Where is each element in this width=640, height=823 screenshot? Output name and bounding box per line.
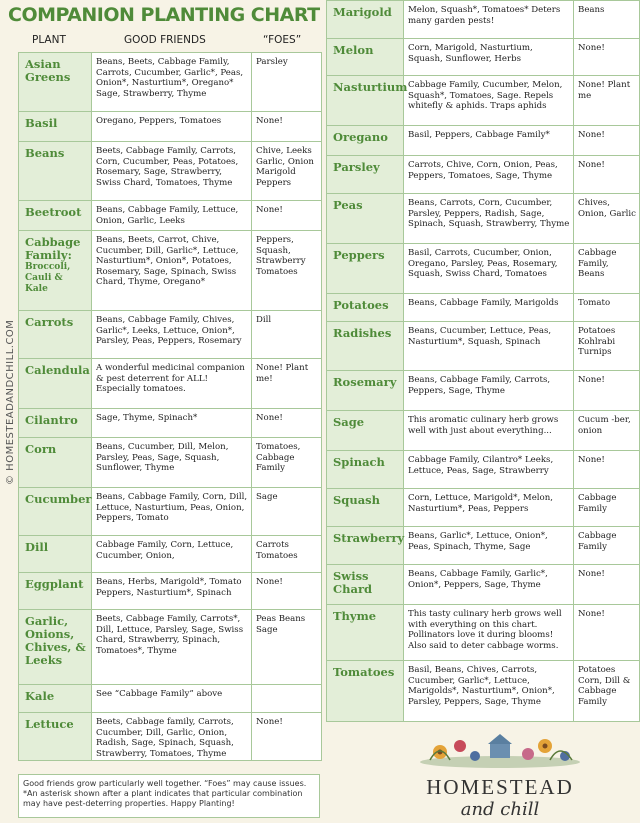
plant-name: Spinach [327,451,404,489]
table-row [19,311,322,359]
good-friends-cell: Beans, Cabbage Family, Marigolds [404,294,574,322]
good-friends-cell: Beans, Cabbage Family, Chives, Garlic*, Leeks, Lettuce, Onion*, Parsley, Peas, Peppers, Rosemary [92,311,252,359]
foes-cell: Cabbage Family [574,527,640,565]
good-friends-cell: Beets, Cabbage Family, Carrots*, Dill, Lettuce, Parsley, Sage, Swiss Chard, Strawberry, Spinach, Tomatoes*, Thyme [92,610,252,685]
good-friends-cell: Sage, Thyme, Spinach* [92,409,252,438]
foes-cell: Carrots Tomatoes [252,536,322,573]
table-row [19,142,322,201]
foes-cell: None! [252,713,322,761]
good-friends-cell: Beans, Cucumber, Dill, Melon, Parsley, Peas, Sage, Squash, Sunflower, Thyme [92,438,252,488]
plant-name: Cilantro [19,409,92,438]
foes-cell: None! [574,565,640,605]
plant-name: Sage [327,411,404,451]
table-row [19,201,322,231]
header-foes: “FOES” [263,34,302,46]
foes-cell [252,685,322,713]
left-chart-table [18,52,322,761]
logo-line2: and chill [460,799,540,820]
table-row [19,713,322,761]
good-friends-cell: Beans, Cabbage Family, Carrots, Peppers, Sage, Thyme [404,371,574,411]
table-row [19,53,322,112]
table-row [327,39,640,76]
good-friends-cell: This tasty culinary herb grows well with everything on this chart. Pollinators love it during blooms! Also said to deter cabbage worms. [404,605,574,661]
good-friends-cell: Basil, Beans, Chives, Carrots, Cucumber, Garlic*, Lettuce, Marigolds*, Nasturtium*, Onion*, Parsley, Peppers, Sage, Thyme [404,661,574,722]
foes-cell: Cabbage Family [574,489,640,527]
good-friends-cell: Beans, Beets, Cabbage Family, Carrots, Cucumber, Garlic*, Peas, Onion*, Nasturtium*, Oregano* Sage, Strawberry, Thyme [92,53,252,112]
table-row [327,489,640,527]
table-row [327,76,640,126]
good-friends-cell: Beans, Cabbage Family, Garlic*, Onion*, Peppers, Sage, Thyme [404,565,574,605]
table-row [327,371,640,411]
good-friends-cell: Beans, Cucumber, Lettuce, Peas, Nasturtium*, Squash, Spinach [404,322,574,371]
foes-cell: None! [252,573,322,610]
good-friends-cell: Beans, Beets, Carrot, Chive, Cucumber, Dill, Garlic*, Lettuce, Nasturtium*, Onion*, Potatoes, Rosemary, Sage, Spinach, Swiss Chard, Thyme, Oregano* [92,231,252,311]
plant-name: Swiss Chard [327,565,404,605]
foes-cell: Peas Beans Sage [252,610,322,685]
plant-name: Eggplant [19,573,92,610]
table-row [327,661,640,722]
table-row [19,573,322,610]
foes-cell: None! [252,409,322,438]
right-chart-table [326,0,640,722]
plant-name: Asian Greens [19,53,92,112]
table-row [19,409,322,438]
logo-line1: HOMESTEAD [426,775,574,799]
table-row [19,112,322,142]
good-friends-cell: Cabbage Family, Cucumber, Melon, Squash*, Tomatoes, Sage. Repels whitefly & aphids. Traps aphids [404,76,574,126]
foes-cell: Chive, Leeks Garlic, Onion Marigold Peppers [252,142,322,201]
footer-note: Good friends grow particularly well together. “Foes” may cause issues. *An asterisk shown after a plant indicates that particular combination may have pest-deterring properties. Happy Planting! [18,774,320,818]
table-row [19,488,322,536]
foes-cell: None! [574,156,640,194]
plant-subtitle: Broccoli, Cauli & Kale [25,262,71,294]
plant-name: Corn [19,438,92,488]
good-friends-cell: Oregano, Peppers, Tomatoes [92,112,252,142]
foes-cell: Cucum -ber, onion [574,411,640,451]
page-title: COMPANION PLANTING CHART [8,4,320,26]
good-friends-cell: Beans, Cabbage Family, Lettuce, Onion, Garlic, Leeks [92,201,252,231]
flowers-house-icon [420,734,580,768]
plant-name: Cabbage Family: Broccoli, Cauli & Kale [19,231,92,311]
plant-name: Melon [327,39,404,76]
table-row [19,438,322,488]
foes-cell: None! [574,605,640,661]
table-row [327,451,640,489]
column-headers [20,34,322,50]
good-friends-cell: Cabbage Family, Cilantro* Leeks, Lettuce, Peas, Sage, Strawberry [404,451,574,489]
table-row [327,411,640,451]
header-good-friends: GOOD FRIENDS [124,34,206,46]
table-row [327,527,640,565]
table-row [19,610,322,685]
good-friends-cell: Corn, Lettuce, Marigold*, Melon, Nasturtium*, Peas, Peppers [404,489,574,527]
plant-name: Lettuce [19,713,92,761]
table-row [327,1,640,39]
good-friends-cell: Beets, Cabbage family, Carrots, Cucumber, Dill, Garlic, Onion, Radish, Sage, Spinach, Squash, Strawberry, Tomatoes, Thyme [92,713,252,761]
header-plant: PLANT [32,34,66,46]
plant-name: Calendula [19,359,92,409]
foes-cell: Beans [574,1,640,39]
table-row [327,605,640,661]
plant-name: Radishes [327,322,404,371]
plant-name: Strawberry [327,527,404,565]
table-row [327,156,640,194]
plant-name: Peppers [327,244,404,294]
copyright-watermark: © HOMESTEADANDCHILL.COM [5,319,16,485]
good-friends-cell: Beans, Cabbage Family, Corn, Dill, Lettuce, Nasturtium, Peas, Onion, Peppers, Tomato [92,488,252,536]
foes-cell: None! [574,371,640,411]
good-friends-cell: Corn, Marigold, Nasturtium, Squash, Sunflower, Herbs [404,39,574,76]
good-friends-cell: Basil, Peppers, Cabbage Family* [404,126,574,156]
table-row [19,359,322,409]
foes-cell: None! [252,112,322,142]
foes-cell: Peppers, Squash, Strawberry Tomatoes [252,231,322,311]
good-friends-cell: This aromatic culinary herb grows well with just about everything... [404,411,574,451]
plant-name: Potatoes [327,294,404,322]
plant-name: Dill [19,536,92,573]
good-friends-cell: Beans, Carrots, Corn, Cucumber, Parsley, Peppers, Radish, Sage, Spinach, Squash, Strawberry, Thyme [404,194,574,244]
foes-cell: None! Plant me! [252,359,322,409]
foes-cell: Tomatoes, Cabbage Family [252,438,322,488]
table-row [327,294,640,322]
table-row [19,231,322,311]
foes-cell: None! [574,39,640,76]
foes-cell: Tomato [574,294,640,322]
table-row [327,126,640,156]
table-row [19,685,322,713]
foes-cell: Dill [252,311,322,359]
good-friends-cell: Beets, Cabbage Family, Carrots, Corn, Cucumber, Peas, Potatoes, Rosemary, Sage, Strawberry, Swiss Chard, Tomatoes, Thyme [92,142,252,201]
foes-cell: None! [574,126,640,156]
good-friends-cell: Basil, Carrots, Cucumber, Onion, Oregano, Parsley, Peas, Rosemary, Squash, Swiss Chard, Tomatoes [404,244,574,294]
table-row [327,194,640,244]
plant-name: Oregano [327,126,404,156]
foes-cell: Cabbage Family, Beans [574,244,640,294]
plant-name: Squash [327,489,404,527]
good-friends-cell: Beans, Herbs, Marigold*, Tomato Peppers, Nasturtium*, Spinach [92,573,252,610]
good-friends-cell: Cabbage Family, Corn, Lettuce, Cucumber, Onion, [92,536,252,573]
foes-cell: Parsley [252,53,322,112]
plant-name: Beans [19,142,92,201]
plant-name: Kale [19,685,92,713]
table-row [327,565,640,605]
foes-cell: None! Plant me [574,76,640,126]
plant-name: Garlic, Onions, Chives, & Leeks [19,610,92,685]
foes-cell: Potatoes Kohlrabi Turnips [574,322,640,371]
foes-cell: None! [252,201,322,231]
plant-name: Parsley [327,156,404,194]
foes-cell: Chives, Onion, Garlic [574,194,640,244]
foes-cell: None! [574,451,640,489]
foes-cell: Potatoes Corn, Dill & Cabbage Family [574,661,640,722]
homestead-logo [400,730,600,820]
plant-name: Basil [19,112,92,142]
plant-name: Carrots [19,311,92,359]
table-row [327,244,640,294]
plant-name: Cucumber [19,488,92,536]
table-row [19,536,322,573]
plant-name: Nasturtium [327,76,404,126]
plant-name: Marigold [327,1,404,39]
good-friends-cell: See “Cabbage Family” above [92,685,252,713]
foes-cell: Sage [252,488,322,536]
plant-name: Peas [327,194,404,244]
plant-name: Beetroot [19,201,92,231]
plant-name: Thyme [327,605,404,661]
good-friends-cell: Beans, Garlic*, Lettuce, Onion*, Peas, Spinach, Thyme, Sage [404,527,574,565]
table-row [327,322,640,371]
good-friends-cell: A wonderful medicinal companion & pest deterrent for ALL! Especially tomatoes. [92,359,252,409]
good-friends-cell: Melon, Squash*, Tomatoes* Deters many garden pests! [404,1,574,39]
good-friends-cell: Carrots, Chive, Corn, Onion, Peas, Peppers, Tomatoes, Sage, Thyme [404,156,574,194]
plant-name: Rosemary [327,371,404,411]
plant-name: Tomatoes [327,661,404,722]
